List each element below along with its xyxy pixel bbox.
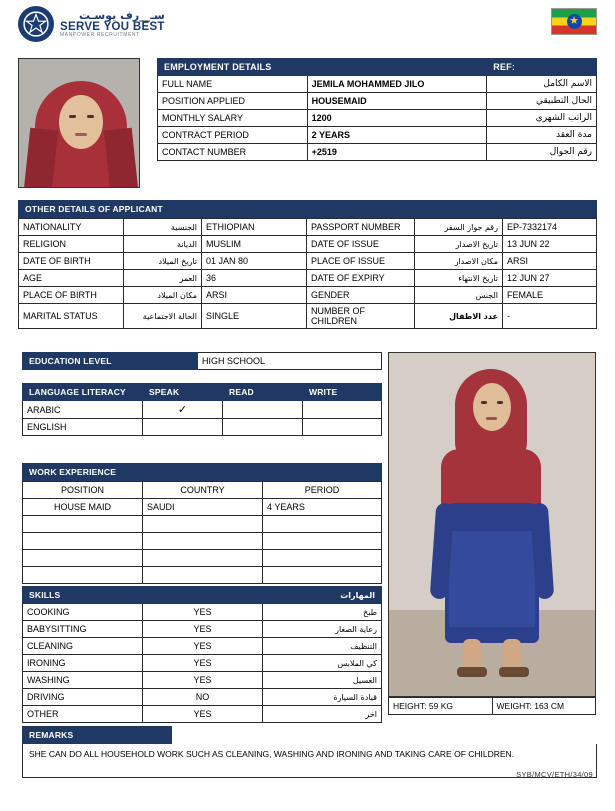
work-country-4 xyxy=(143,550,263,567)
skill-value-washing: YES xyxy=(143,672,263,689)
language-arabic-write xyxy=(303,401,382,419)
table-row xyxy=(23,533,382,550)
star-emblem-icon xyxy=(18,6,54,42)
skill-arabic-other: اخر xyxy=(263,706,382,723)
other-label-date-expiry: DATE OF EXPIRY xyxy=(307,270,415,287)
other-value-date-issue: 13 JUN 22 xyxy=(503,236,597,253)
skill-name-ironing: IRONING xyxy=(23,655,143,672)
language-name-arabic: ARABIC xyxy=(23,401,143,419)
language-english-read xyxy=(223,419,303,436)
other-value-pob: ARSI xyxy=(202,287,307,304)
skills-band-spacer xyxy=(143,587,263,604)
skills-band-arabic: المهارات xyxy=(263,587,382,604)
logo-arabic-text: سـ__رف يوسـت xyxy=(79,8,165,22)
flag-star-icon: ★ xyxy=(567,14,582,29)
other-value-age: 36 xyxy=(202,270,307,287)
work-position-3 xyxy=(23,533,143,550)
other-arabic-place-issue: مكان الاصدار xyxy=(415,253,503,270)
other-label-children: NUMBER OF CHILDREN xyxy=(307,304,415,329)
skill-name-babysitting: BABYSITTING xyxy=(23,621,143,638)
education-section xyxy=(22,352,382,370)
employment-arabic-contact: رقم الجوال xyxy=(487,144,597,161)
other-label-dob: DATE OF BIRTH xyxy=(19,253,124,270)
other-value-marital: SINGLE xyxy=(202,304,307,329)
work-country-5 xyxy=(143,567,263,584)
other-label-marital: MARITAL STATUS xyxy=(19,304,124,329)
employment-value-position: HOUSEMAID xyxy=(307,93,487,110)
skill-value-other: YES xyxy=(143,706,263,723)
other-arabic-passport: رقم جواز السفر xyxy=(415,219,503,236)
table-row xyxy=(23,419,382,436)
employment-label-salary: MONTHLY SALARY xyxy=(158,110,308,127)
employment-arabic-position: الحال التطبيقي xyxy=(487,93,597,110)
skill-arabic-driving: قيادة السيارة xyxy=(263,689,382,706)
work-country-1: SAUDI xyxy=(143,499,263,516)
other-value-dob: 01 JAN 80 xyxy=(202,253,307,270)
education-band-title: EDUCATION LEVEL xyxy=(23,353,198,370)
language-literacy-section xyxy=(22,383,382,436)
other-label-passport: PASSPORT NUMBER xyxy=(307,219,415,236)
employment-value-contact: +2519 xyxy=(307,144,487,161)
skill-name-other: OTHER xyxy=(23,706,143,723)
work-period-2 xyxy=(263,516,382,533)
other-label-place-issue: PLACE OF ISSUE xyxy=(307,253,415,270)
table-row xyxy=(23,638,382,655)
skills-band-title: SKILLS xyxy=(23,587,143,604)
weight-value: WEIGHT: 163 CM xyxy=(492,698,596,715)
other-value-religion: MUSLIM xyxy=(202,236,307,253)
company-logo xyxy=(18,6,165,42)
table-row xyxy=(23,689,382,706)
table-row xyxy=(23,655,382,672)
table-row xyxy=(23,550,382,567)
work-period-4 xyxy=(263,550,382,567)
work-period-3 xyxy=(263,533,382,550)
skill-arabic-babysitting: رعاية الصغار xyxy=(263,621,382,638)
skill-value-babysitting: YES xyxy=(143,621,263,638)
skill-value-ironing: YES xyxy=(143,655,263,672)
other-arabic-date-expiry: تاريخ الانتهاء xyxy=(415,270,503,287)
work-col-period: PERIOD xyxy=(263,482,382,499)
other-label-religion: RELIGION xyxy=(19,236,124,253)
employment-arabic-fullname: الاسم الكامل xyxy=(487,76,597,93)
other-value-gender: FEMALE xyxy=(503,287,597,304)
employment-value-fullname: JEMILA MOHAMMED JILO xyxy=(307,76,487,93)
work-country-2 xyxy=(143,516,263,533)
employment-band-title: EMPLOYMENT DETAILS xyxy=(158,59,487,76)
language-arabic-speak: ✓ xyxy=(143,401,223,419)
work-position-5 xyxy=(23,567,143,584)
other-arabic-gender: الجنس xyxy=(415,287,503,304)
remarks-band-title: REMARKS xyxy=(22,726,172,744)
page-header xyxy=(0,0,615,52)
remarks-section xyxy=(22,726,597,778)
table-row xyxy=(23,499,382,516)
table-row xyxy=(23,604,382,621)
remarks-text: SHE CAN DO ALL HOUSEHOLD WORK SUCH AS CLEANING, WASHING AND IRONING AND TAKING CARE OF CHILDREN. xyxy=(22,744,597,778)
other-label-gender: GENDER xyxy=(307,287,415,304)
logo-subtitle: MANPOWER RECRUITMENT xyxy=(60,32,140,39)
ethiopia-flag-icon xyxy=(551,8,597,35)
other-arabic-date-issue: تاريخ الاصدار xyxy=(415,236,503,253)
language-english-speak xyxy=(143,419,223,436)
table-row xyxy=(23,516,382,533)
employment-arabic-salary: الراتب الشهري xyxy=(487,110,597,127)
table-row xyxy=(23,621,382,638)
skill-name-washing: WASHING xyxy=(23,672,143,689)
other-value-children: - xyxy=(503,304,597,329)
measurements-section xyxy=(388,697,596,715)
employment-arabic-contract: مدة العقد xyxy=(487,127,597,144)
skill-value-cooking: YES xyxy=(143,604,263,621)
other-arabic-age: العمر xyxy=(124,270,202,287)
other-details-section xyxy=(18,200,597,329)
other-details-band-title: OTHER DETAILS OF APPLICANT xyxy=(18,200,597,218)
table-row xyxy=(23,401,382,419)
language-band-title: LANGUAGE LITERACY xyxy=(23,384,143,401)
skill-arabic-ironing: كي الملابس xyxy=(263,655,382,672)
language-col-write: WRITE xyxy=(303,384,382,401)
work-band-title: WORK EXPERIENCE xyxy=(22,463,382,481)
other-arabic-children: عدد الاطفال xyxy=(415,304,503,329)
employment-label-fullname: FULL NAME xyxy=(158,76,308,93)
other-label-pob: PLACE OF BIRTH xyxy=(19,287,124,304)
skill-arabic-washing: الغسيل xyxy=(263,672,382,689)
work-position-2 xyxy=(23,516,143,533)
other-arabic-religion: الديانة xyxy=(124,236,202,253)
language-col-speak: SPEAK xyxy=(143,384,223,401)
language-name-english: ENGLISH xyxy=(23,419,143,436)
table-row xyxy=(23,672,382,689)
skill-arabic-cooking: طبخ xyxy=(263,604,382,621)
language-col-read: READ xyxy=(223,384,303,401)
table-row xyxy=(23,706,382,723)
other-value-date-expiry: 12 JUN 27 xyxy=(503,270,597,287)
other-label-date-issue: DATE OF ISSUE xyxy=(307,236,415,253)
skill-arabic-cleaning: التنظيف xyxy=(263,638,382,655)
ref-label: REF: xyxy=(487,59,597,76)
footer-reference-code: SYB/MCV/ETH/34/09 xyxy=(516,770,593,779)
other-value-nationality: ETHIOPIAN xyxy=(202,219,307,236)
table-row xyxy=(23,567,382,584)
language-english-write xyxy=(303,419,382,436)
other-label-nationality: NATIONALITY xyxy=(19,219,124,236)
skill-value-driving: NO xyxy=(143,689,263,706)
skill-name-cleaning: CLEANING xyxy=(23,638,143,655)
employment-label-contract: CONTRACT PERIOD xyxy=(158,127,308,144)
logo-title: SERVE YOU BEST xyxy=(60,21,165,34)
language-arabic-read xyxy=(223,401,303,419)
employment-label-position: POSITION APPLIED xyxy=(158,93,308,110)
employment-value-contract: 2 YEARS xyxy=(307,127,487,144)
other-arabic-marital: الحالة الاجتماعية xyxy=(124,304,202,329)
applicant-full-photo xyxy=(388,352,596,697)
skills-section xyxy=(22,586,382,723)
work-position-4 xyxy=(23,550,143,567)
work-experience-section xyxy=(22,463,382,584)
employment-label-contact: CONTACT NUMBER xyxy=(158,144,308,161)
other-arabic-dob: تاريخ الميلاد xyxy=(124,253,202,270)
skill-name-driving: DRIVING xyxy=(23,689,143,706)
applicant-passport-photo xyxy=(18,58,140,188)
work-period-5 xyxy=(263,567,382,584)
work-country-3 xyxy=(143,533,263,550)
other-value-place-issue: ARSI xyxy=(503,253,597,270)
skill-value-cleaning: YES xyxy=(143,638,263,655)
work-col-country: COUNTRY xyxy=(143,482,263,499)
skill-name-cooking: COOKING xyxy=(23,604,143,621)
employment-value-salary: 1200 xyxy=(307,110,487,127)
other-label-age: AGE xyxy=(19,270,124,287)
height-value: HEIGHT: 59 KG xyxy=(389,698,493,715)
other-arabic-nationality: الجنسية xyxy=(124,219,202,236)
other-value-passport: EP-7332174 xyxy=(503,219,597,236)
work-period-1: 4 YEARS xyxy=(263,499,382,516)
work-col-position: POSITION xyxy=(23,482,143,499)
work-position-1: HOUSE MAID xyxy=(23,499,143,516)
other-arabic-pob: مكان الميلاد xyxy=(124,287,202,304)
education-value: HIGH SCHOOL xyxy=(198,353,382,370)
employment-details-section xyxy=(157,58,597,161)
